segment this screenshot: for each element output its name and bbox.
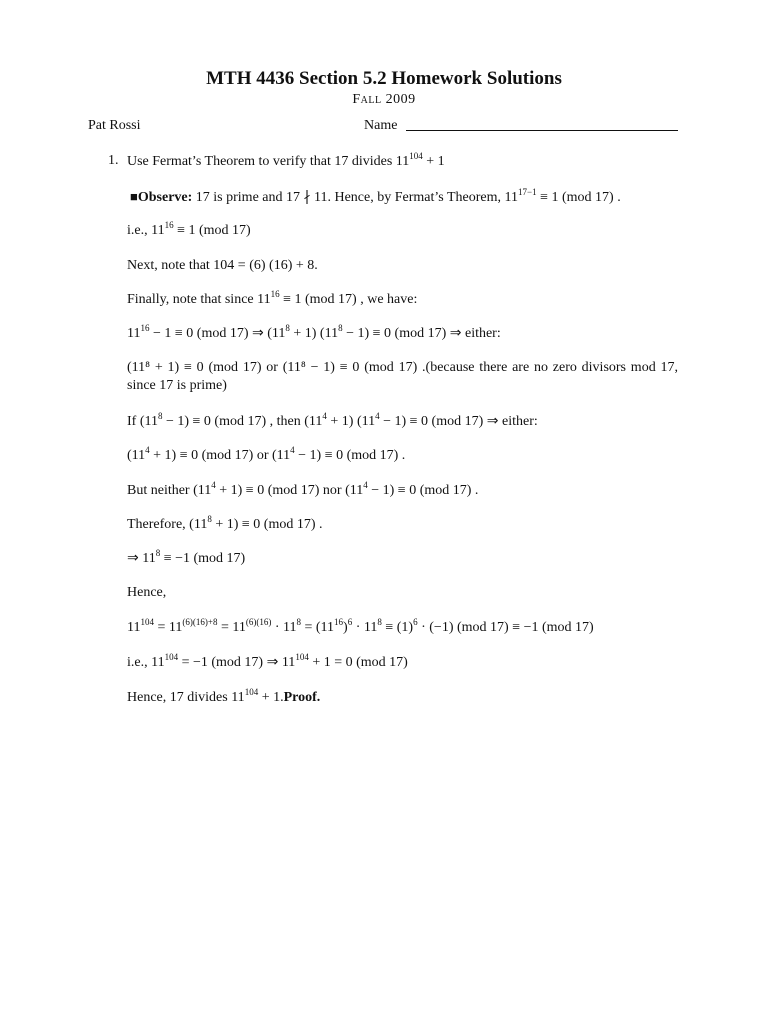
therefore-line: Therefore, $(11^8 + 1) \equiv 0$ (mod 17) .	[127, 514, 323, 532]
name-label: Name	[364, 118, 398, 133]
either-paragraph: (11⁸ + 1) ≡ 0 (mod 17) or (11⁸ − 1) ≡ 0 (mod 17) .(because there are no zero divisors mod 17, since 17 is prime)	[127, 360, 678, 393]
equation-chain: $11^{104} = 11^{(6)(16)+8} = 11^{(6)(16)} \cdot 11^8 = (11^{16})^6 \cdot 11^8 \equiv (1)^6 \cdot (-1)$ (mod 17) ≡ −1 (mod 17)	[127, 617, 594, 635]
observe-line: ■Observe: 17 is prime and 17 ∤ 11. Hence, by Fermat’s Theorem, $11^{17-1} \equiv 1$ (mod 17) .	[130, 187, 621, 205]
square-bullet-icon: ■	[130, 189, 138, 204]
author-name: Pat Rossi	[88, 118, 141, 133]
conclusion-line: Hence, 17 divides $11^{104}$ + 1.Proof.	[127, 687, 321, 705]
ie-line-1: i.e., $11^{16} \equiv 1$ (mod 17)	[127, 220, 251, 238]
proof-label: Proof.	[283, 690, 321, 705]
neither-line: But neither $(11^4 + 1) \equiv 0$ (mod 17) nor $(11^4 - 1) \equiv 0$ (mod 17) .	[127, 480, 479, 498]
factor-line: $11^{16} - 1 \equiv 0$ (mod 17) ⇒ $(11^8 + 1) (11^8 - 1) \equiv 0$ (mod 17) ⇒ either:	[127, 323, 501, 341]
problem-statement: Use Fermat’s Theorem to verify that 17 divides $11^{104} + 1$	[127, 151, 445, 169]
problem-number: 1.	[108, 153, 119, 168]
implies-line: ⇒ $11^8 \equiv -1$ (mod 17)	[127, 548, 246, 566]
finally-line: Finally, note that since $11^{16} \equiv 1$ (mod 17) , we have:	[127, 289, 418, 307]
next-line: Next, note that 104 = (6) (16) + 8.	[127, 258, 318, 273]
name-blank-line	[406, 130, 678, 131]
ie-line-2: i.e., $11^{104} = -1$ (mod 17) ⇒ $11^{104} + 1 = 0$ (mod 17)	[127, 652, 408, 670]
if-line: If $(11^8 - 1) \equiv 0$ (mod 17) , then $(11^4 + 1) (11^4 - 1) \equiv 0$ (mod 17) ⇒ either:	[127, 411, 538, 429]
or-line: $(11^4 + 1) \equiv 0$ (mod 17) or $(11^4 - 1) \equiv 0$ (mod 17) .	[127, 445, 406, 463]
term-label: Fall 2009	[352, 92, 416, 107]
page-title: MTH 4436 Section 5.2 Homework Solutions	[206, 68, 562, 89]
hence-label: Hence,	[127, 585, 167, 600]
